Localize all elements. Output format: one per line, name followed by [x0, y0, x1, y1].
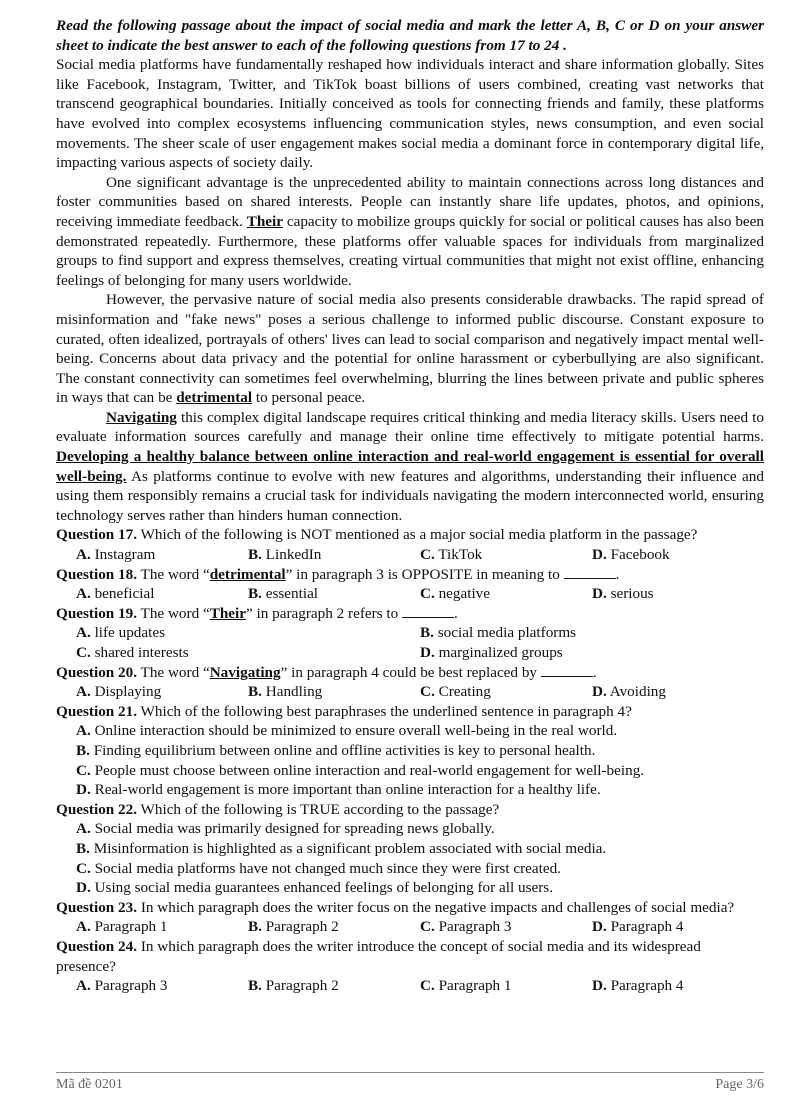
question-24-options [56, 976, 764, 996]
question-20-options [56, 682, 764, 702]
option-b[interactable]: B. essential [248, 585, 319, 603]
option-a[interactable]: A. beneficial [76, 585, 155, 603]
option-a[interactable]: A. Instagram [76, 546, 156, 564]
underlined-their: Their [246, 212, 284, 230]
underlined-sentence: Developing a healthy balance between online interaction and real-world engagement is essential for overall well-being. [56, 448, 764, 485]
option-c[interactable]: C. negative [420, 585, 491, 603]
option-d[interactable]: D. Facebook [592, 546, 670, 564]
option-d[interactable]: D. Real-world engagement is more important than online interaction for a healthy life. [76, 781, 601, 799]
exam-page [56, 16, 764, 996]
answer-blank [541, 664, 593, 677]
option-b[interactable]: B. Misinformation is highlighted as a significant problem associated with social media. [76, 839, 607, 857]
option-c[interactable]: C. shared interests [76, 644, 189, 661]
option-b[interactable]: B. Handling [248, 683, 323, 701]
paragraph-3: However, the pervasive nature of social media also presents considerable drawbacks. The rapid spread of misinformation and "fake news" poses a serious challenge to informed public discourse. Constant exposure to curated, often idealized, portrayals of others' lives can lead to social comparison and negatively impact mental well-being. Concerns about data privacy and the potential for online harassment or cyberbullying are also significant. The constant connectivity can sometimes feel overwhelming, blurring the lines between private and public spheres in ways that can be detrimental to personal peace. [56, 291, 764, 407]
option-d[interactable]: D. Paragraph 4 [592, 977, 684, 995]
answer-blank [564, 566, 616, 579]
option-a[interactable]: A. Displaying [76, 683, 162, 701]
option-b[interactable]: B. social media platforms [420, 624, 577, 642]
option-d[interactable]: D. serious [592, 585, 654, 603]
option-c[interactable]: C. Paragraph 3 [420, 918, 512, 936]
option-c[interactable]: C. People must choose between online interaction and real-world engagement for well-being. [76, 761, 645, 779]
page-footer [56, 1075, 764, 1095]
instructions: Read the following passage about the impact of social media and mark the letter A, B, C or D on your answer sheet to indicate the best answer to each of the following questions from 17 to 24 . [56, 17, 764, 54]
question-22: Question 22. Which of the following is TRUE according to the passage? [56, 800, 500, 818]
underlined-navigating: Navigating [106, 408, 177, 426]
page-number: Page 3/6 [715, 1077, 764, 1092]
option-d[interactable]: D. marginalized groups [420, 644, 563, 661]
paragraph-1: Social media platforms have fundamentally reshaped how individuals interact and share information globally. Sites like Facebook, Instagram, Twitter, and TikTok boast billions of users combined, creating vast networks that transcend geographical boundaries. Initially conceived as tools for connecting friends and family, these platforms have evolved into complex ecosystems influencing communication styles, news consumption, and even social movements. The sheer scale of user engagement makes social media a dominant force in contemporary digital life, impacting various aspects of society daily. [56, 56, 764, 172]
paragraph-2: One significant advantage is the unprecedented ability to maintain connections across long distances and foster communities based on shared interests. People can instantly share life updates, photos, and opinions, receiving immediate feedback. Their capacity to mobilize groups quickly for social or political causes has also been demonstrated repeatedly. Furthermore, these platforms offer valuable spaces for individuals from marginalized groups to find support and express themselves, creating virtual communities that might not exist offline, enhancing feelings of belonging for many users worldwide. [56, 173, 764, 289]
paragraph-4: Navigating this complex digital landscape requires critical thinking and media literacy skills. Users need to evaluate information sources carefully and manage their online time effectively to mitigate potential harms. Developing a healthy balance between online interaction and real-world engagement is essential for overall well-being. As platforms continue to evolve with new features and algorithms, understanding their influence and using them responsibly remains a crucial task for individuals navigating the modern interconnected world, ensuring technology serves rather than hinders human connection. [56, 408, 764, 524]
option-c[interactable]: C. Social media platforms have not changed much since they were first created. [76, 859, 561, 877]
question-19-options-row2 [56, 643, 764, 663]
question-21: Question 21. Which of the following best paraphrases the underlined sentence in paragraph 4? [56, 702, 632, 720]
question-17: Question 17. Which of the following is NOT mentioned as a major social media platform in the passage? [56, 526, 698, 544]
question-23-options [56, 917, 764, 937]
underlined-detrimental: detrimental [176, 389, 253, 407]
answer-blank [402, 605, 454, 618]
question-18: Question 18. The word “detrimental” in paragraph 3 is OPPOSITE in meaning to . [56, 565, 620, 583]
footer-divider [56, 1072, 764, 1073]
question-17-options [56, 545, 764, 565]
option-b[interactable]: B. LinkedIn [248, 546, 322, 564]
option-d[interactable]: D. Using social media guarantees enhanced feelings of belonging for all users. [76, 879, 553, 897]
option-c[interactable]: C. Paragraph 1 [420, 977, 512, 995]
option-a[interactable]: A. Paragraph 1 [76, 918, 168, 936]
option-b[interactable]: B. Paragraph 2 [248, 918, 339, 936]
option-c[interactable]: C. TikTok [420, 546, 483, 564]
option-c[interactable]: C. Creating [420, 683, 491, 701]
exam-code: Mã đề 0201 [56, 1077, 123, 1092]
option-d[interactable]: D. Paragraph 4 [592, 918, 684, 936]
option-a[interactable]: A. Social media was primarily designed for spreading news globally. [76, 820, 495, 838]
question-20: Question 20. The word “Navigating” in paragraph 4 could be best replaced by . [56, 663, 597, 681]
option-a[interactable]: A. Paragraph 3 [76, 977, 168, 995]
question-19-options-row1 [56, 623, 764, 643]
option-d[interactable]: D. Avoiding [592, 683, 666, 701]
option-a[interactable]: A. life updates [76, 624, 165, 642]
question-23: Question 23. In which paragraph does the writer focus on the negative impacts and challenges of social media? [56, 898, 735, 916]
question-19: Question 19. The word “Their” in paragraph 2 refers to . [56, 604, 458, 622]
option-a[interactable]: A. Online interaction should be minimized to ensure overall well-being in the real world. [76, 722, 618, 740]
option-b[interactable]: B. Finding equilibrium between online and offline activities is key to personal health. [76, 741, 596, 759]
question-18-options [56, 584, 764, 604]
question-24: Question 24. In which paragraph does the writer introduce the concept of social media and its widespread presence? [56, 937, 701, 975]
option-b[interactable]: B. Paragraph 2 [248, 977, 339, 995]
